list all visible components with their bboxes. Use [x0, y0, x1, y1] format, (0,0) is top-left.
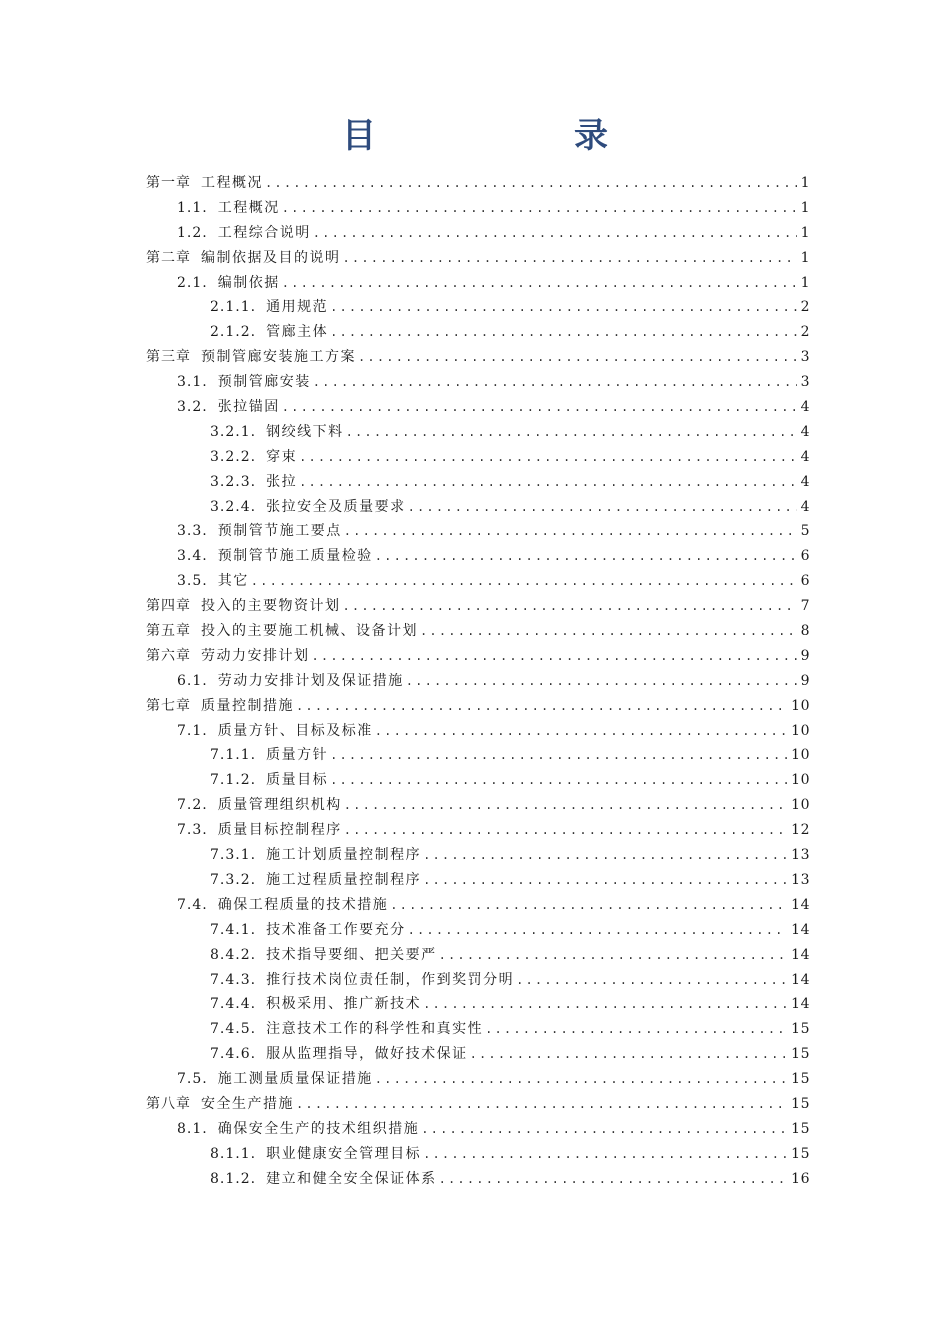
- toc-entry[interactable]: [146, 246, 810, 271]
- toc-entry-page-number: 14: [791, 896, 810, 913]
- toc-dot-leader: [330, 743, 787, 768]
- toc-entry-number: 第五章: [146, 623, 191, 640]
- toc-entry[interactable]: [146, 171, 810, 196]
- toc-entry[interactable]: [146, 470, 810, 495]
- toc-entry-title: 注意技术工作的科学性和真实性: [266, 1021, 484, 1038]
- toc-entry-page-number: 15: [791, 1095, 810, 1112]
- toc-dot-leader: [423, 1142, 787, 1167]
- toc-entry-title: 施工过程质量控制程序: [266, 871, 422, 888]
- toc-dot-leader: [423, 868, 787, 893]
- toc-entry-number: 7.3.2.: [210, 871, 257, 888]
- toc-entry-title: 确保工程质量的技术措施: [217, 896, 389, 913]
- toc-dot-leader: [251, 569, 797, 594]
- toc-entry-title: 预制管节施工要点: [217, 523, 342, 540]
- toc-entry-page-number: 1: [800, 249, 810, 266]
- toc-entry-number: 7.2.: [177, 797, 208, 814]
- toc-entry-page-number: 1: [800, 224, 810, 241]
- toc-entry-page-number: 2: [800, 299, 810, 316]
- toc-entry-number: 7.1.: [177, 722, 208, 739]
- toc-entry-title: 建立和健全安全保证体系: [266, 1170, 437, 1187]
- toc-entry-title: 工程概况: [217, 199, 280, 216]
- toc-dot-leader: [406, 669, 797, 694]
- toc-entry-page-number: 9: [800, 647, 810, 664]
- toc-entry-page-number: 15: [791, 1021, 810, 1038]
- toc-entry-number: 7.5.: [177, 1071, 208, 1088]
- toc-entry-number: 7.1.2.: [210, 772, 257, 789]
- toc-entry-number: 第三章: [146, 349, 191, 366]
- toc-entry[interactable]: [146, 793, 810, 818]
- toc-entry-title: 施工测量质量保证措施: [217, 1071, 373, 1088]
- toc-dot-leader: [343, 246, 797, 271]
- toc-entry-title: 通用规范: [266, 299, 329, 316]
- toc-dot-leader: [343, 594, 797, 619]
- toc-dot-leader: [358, 345, 797, 370]
- toc-dot-leader: [420, 619, 797, 644]
- toc-entry[interactable]: [146, 768, 810, 793]
- toc-entry-title: 工程概况: [201, 175, 263, 191]
- toc-entry-title: 质量控制措施: [201, 697, 294, 714]
- toc-entry-page-number: 4: [800, 448, 810, 465]
- toc-entry-page-number: 7: [800, 598, 810, 615]
- toc-entry-number: 3.2.4.: [210, 498, 257, 515]
- toc-entry-page-number: 4: [800, 399, 810, 416]
- toc-dot-leader: [313, 221, 797, 246]
- toc-dot-leader: [312, 644, 797, 669]
- toc-entry[interactable]: [146, 743, 810, 768]
- toc-entry-title: 质量目标: [266, 772, 329, 789]
- toc-entry-number: 3.4.: [177, 548, 208, 565]
- toc-entry-number: 7.4.1.: [210, 921, 257, 938]
- toc-entry-page-number: 10: [791, 772, 810, 789]
- toc-entry-page-number: 1: [800, 274, 810, 291]
- toc-entry-page-number: 15: [791, 1071, 810, 1088]
- toc-entry-page-number: 1: [800, 175, 810, 191]
- toc-entry-page-number: 15: [791, 1046, 810, 1063]
- toc-entry-title: 技术指导要细、把关要严: [266, 946, 437, 963]
- toc-entry-page-number: 6: [800, 573, 810, 590]
- toc-dot-leader: [296, 1092, 787, 1117]
- toc-entry[interactable]: [146, 694, 810, 719]
- toc-entry-title: 确保安全生产的技术组织措施: [217, 1120, 420, 1137]
- toc-entry-title: 技术准备工作要充分: [266, 921, 406, 938]
- toc-entry-title: 预制管廊安装施工方案: [201, 349, 356, 366]
- toc-entry-number: 7.3.1.: [210, 847, 257, 864]
- toc-entry-page-number: 14: [791, 971, 810, 988]
- toc-entry-number: 6.1.: [177, 672, 208, 689]
- toc-entry-page-number: 14: [791, 921, 810, 938]
- toc-dot-leader: [330, 768, 787, 793]
- toc-entry-title: 编制依据: [217, 274, 280, 291]
- toc-dot-leader: [299, 445, 797, 470]
- toc-entry[interactable]: [146, 893, 810, 918]
- toc-dot-leader: [299, 470, 797, 495]
- toc-entry-number: 7.4.3.: [210, 971, 257, 988]
- toc-entry-page-number: 3: [800, 349, 810, 366]
- toc-entry-number: 3.2.1.: [210, 423, 257, 440]
- toc-entry-title: 张拉: [266, 473, 298, 490]
- toc-dot-leader: [516, 968, 787, 993]
- toc-dot-leader: [330, 320, 797, 345]
- toc-entry-page-number: 10: [791, 722, 810, 739]
- toc-entry[interactable]: [146, 843, 810, 868]
- toc-dot-leader: [344, 818, 787, 843]
- toc-entry[interactable]: [146, 544, 810, 569]
- toc-dot-leader: [375, 544, 797, 569]
- toc-dot-leader: [470, 1042, 788, 1067]
- toc-entry-title: 安全生产措施: [201, 1095, 294, 1112]
- toc-entry-title: 质量方针: [266, 747, 329, 764]
- toc-entry-number: 7.4.4.: [210, 996, 257, 1013]
- toc-entry[interactable]: [146, 295, 810, 320]
- toc-entry[interactable]: [146, 719, 810, 744]
- toc-entry-page-number: 9: [800, 672, 810, 689]
- toc-entry-title: 劳动力安排计划: [201, 647, 310, 664]
- toc-entry-title: 张拉安全及质量要求: [266, 498, 406, 515]
- toc-entry-page-number: 12: [791, 822, 810, 839]
- toc-entry-page-number: 14: [791, 946, 810, 963]
- toc-entry-title: 张拉锚固: [217, 399, 280, 416]
- toc-dot-leader: [439, 943, 788, 968]
- toc-entry-page-number: 5: [800, 523, 810, 540]
- toc-entry-number: 第八章: [146, 1095, 191, 1112]
- toc-entry-number: 8.4.2.: [210, 946, 257, 963]
- toc-entry[interactable]: [146, 370, 810, 395]
- toc-entry-title: 穿束: [266, 448, 298, 465]
- toc-dot-leader: [439, 1167, 788, 1192]
- toc-entry[interactable]: [146, 196, 810, 221]
- toc-dot-leader: [344, 793, 787, 818]
- toc-entry[interactable]: [146, 818, 810, 843]
- toc-entry-number: 2.1.2.: [210, 324, 257, 341]
- toc-entry[interactable]: [146, 495, 810, 520]
- toc-entry[interactable]: [146, 918, 810, 943]
- toc-entry-title: 质量目标控制程序: [217, 822, 342, 839]
- toc-dot-leader: [296, 694, 787, 719]
- toc-entry[interactable]: [146, 1167, 810, 1192]
- toc-dot-leader: [282, 395, 797, 420]
- toc-entry-number: 7.4.: [177, 896, 208, 913]
- toc-entry-title: 服从监理指导，做好技术保证: [266, 1046, 468, 1063]
- toc-entry-number: 8.1.1.: [210, 1145, 257, 1162]
- toc-entry-number: 8.1.: [177, 1120, 208, 1137]
- toc-dot-leader: [344, 519, 797, 544]
- toc-entry[interactable]: [146, 644, 810, 669]
- toc-entry-page-number: 10: [791, 697, 810, 714]
- toc-entry[interactable]: [146, 943, 810, 968]
- toc-entry[interactable]: [146, 968, 810, 993]
- toc-entry-number: 第六章: [146, 647, 191, 664]
- toc-entry-page-number: 6: [800, 548, 810, 565]
- toc-entry-page-number: 13: [791, 847, 810, 864]
- toc-entry[interactable]: [146, 619, 810, 644]
- toc-entry-page-number: 15: [791, 1120, 810, 1137]
- toc-dot-leader: [421, 1117, 787, 1142]
- toc-entry[interactable]: [146, 1067, 810, 1092]
- toc-entry-page-number: 3: [800, 374, 810, 391]
- toc-entry[interactable]: [146, 868, 810, 893]
- toc-entry-page-number: 2: [800, 324, 810, 341]
- toc-entry[interactable]: [146, 1142, 810, 1167]
- toc-entry-number: 7.1.1.: [210, 747, 257, 764]
- toc-dot-leader: [282, 196, 797, 221]
- toc-entry-number: 1.1.: [177, 199, 208, 216]
- toc-entry-title: 施工计划质量控制程序: [266, 847, 422, 864]
- toc-entry-page-number: 15: [791, 1145, 810, 1162]
- toc-entry[interactable]: [146, 1117, 810, 1142]
- toc-entry[interactable]: [146, 395, 810, 420]
- toc-entry-number: 3.2.: [177, 399, 208, 416]
- toc-entry[interactable]: [146, 519, 810, 544]
- toc-entry-title: 管廊主体: [266, 324, 329, 341]
- toc-entry-number: 第二章: [146, 249, 191, 266]
- toc-entry-page-number: 4: [800, 423, 810, 440]
- toc-entry-title: 质量方针、目标及标准: [217, 722, 373, 739]
- toc-entry-page-number: 14: [791, 996, 810, 1013]
- toc-entry-number: 7.3.: [177, 822, 208, 839]
- toc-entry-number: 3.2.2.: [210, 448, 257, 465]
- toc-entry-number: 2.1.: [177, 274, 208, 291]
- toc-entry[interactable]: [146, 992, 810, 1017]
- toc-entry-title: 劳动力安排计划及保证措施: [217, 672, 404, 689]
- toc-dot-leader: [265, 171, 797, 196]
- toc-entry-title: 推行技术岗位责任制，作到奖罚分明: [266, 971, 515, 988]
- toc-title: 目 录: [342, 116, 690, 156]
- toc-entry-page-number: 10: [791, 797, 810, 814]
- toc-dot-leader: [408, 918, 788, 943]
- table-of-contents: [146, 171, 810, 1192]
- toc-dot-leader: [375, 719, 787, 744]
- toc-entry[interactable]: [146, 271, 810, 296]
- toc-dot-leader: [485, 1017, 787, 1042]
- toc-dot-leader: [408, 495, 797, 520]
- toc-entry-title: 其它: [217, 573, 249, 590]
- toc-dot-leader: [346, 420, 797, 445]
- toc-entry-page-number: 4: [800, 498, 810, 515]
- toc-entry-title: 工程综合说明: [217, 224, 311, 241]
- toc-entry-number: 8.1.2.: [210, 1170, 257, 1187]
- toc-entry-title: 预制管节施工质量检验: [217, 548, 373, 565]
- toc-entry-number: 7.4.5.: [210, 1021, 257, 1038]
- toc-entry-page-number: 4: [800, 473, 810, 490]
- toc-entry-number: 第七章: [146, 697, 191, 714]
- toc-entry[interactable]: [146, 445, 810, 470]
- toc-entry-number: 7.4.6.: [210, 1046, 257, 1063]
- toc-entry-title: 编制依据及目的说明: [201, 249, 341, 266]
- toc-entry-page-number: 13: [791, 871, 810, 888]
- toc-entry-title: 预制管廊安装: [217, 374, 311, 391]
- toc-entry-number: 3.1.: [177, 374, 208, 391]
- toc-dot-leader: [282, 271, 797, 296]
- toc-entry-title: 投入的主要物资计划: [201, 598, 341, 615]
- toc-entry[interactable]: [146, 1017, 810, 1042]
- toc-entry-number: 第四章: [146, 598, 191, 615]
- toc-dot-leader: [390, 893, 787, 918]
- toc-dot-leader: [330, 295, 797, 320]
- toc-entry-number: 第一章: [146, 175, 191, 191]
- toc-entry[interactable]: [146, 345, 810, 370]
- toc-entry-title: 投入的主要施工机械、设备计划: [201, 623, 418, 640]
- toc-dot-leader: [423, 843, 787, 868]
- toc-entry[interactable]: [146, 320, 810, 345]
- toc-entry-number: 1.2.: [177, 224, 208, 241]
- toc-entry[interactable]: [146, 594, 810, 619]
- toc-entry[interactable]: [146, 669, 810, 694]
- toc-entry-page-number: 1: [800, 199, 810, 216]
- toc-entry-title: 职业健康安全管理目标: [266, 1145, 422, 1162]
- toc-entry-number: 3.2.3.: [210, 473, 257, 490]
- toc-entry-title: 积极采用、推广新技术: [266, 996, 422, 1013]
- toc-entry[interactable]: [146, 420, 810, 445]
- toc-entry-page-number: 8: [800, 623, 810, 640]
- toc-entry-title: 质量管理组织机构: [217, 797, 342, 814]
- toc-entry-number: 3.5.: [177, 573, 208, 590]
- toc-entry[interactable]: [146, 221, 810, 246]
- toc-entry-number: 2.1.1.: [210, 299, 257, 316]
- toc-entry-page-number: 10: [791, 747, 810, 764]
- toc-entry-page-number: 16: [791, 1170, 810, 1187]
- toc-dot-leader: [313, 370, 797, 395]
- toc-dot-leader: [375, 1067, 787, 1092]
- toc-entry-title: 钢绞线下料: [266, 423, 344, 440]
- toc-entry-number: 3.3.: [177, 523, 208, 540]
- toc-dot-leader: [423, 992, 787, 1017]
- toc-entry[interactable]: [146, 1042, 810, 1067]
- toc-entry[interactable]: [146, 569, 810, 594]
- toc-entry[interactable]: [146, 1092, 810, 1117]
